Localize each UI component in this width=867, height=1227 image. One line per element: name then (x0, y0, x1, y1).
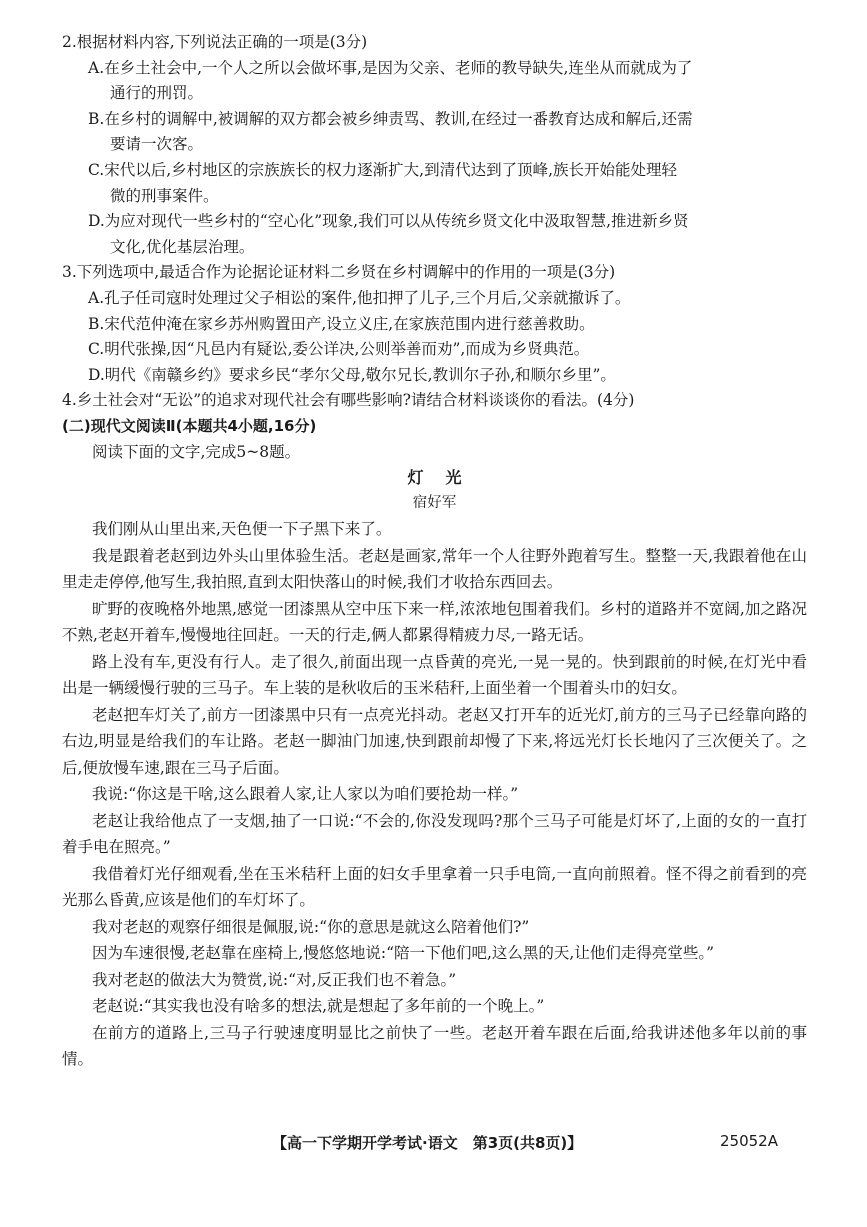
question-2-option-c: C.宋代以后,乡村地区的宗族族长的权力逐渐扩大,到清代达到了顶峰,族长开始能处理轻 (88, 160, 678, 179)
question-2-option-a-cont: 通行的刑罚。 (110, 84, 204, 103)
question-3-option-d: D.明代《南赣乡约》要求乡民“孝尔父母,敬尔兄长,教训尔子孙,和顺尔乡里”。 (88, 365, 616, 384)
story-paragraph: 老赵让我给他点了一支烟,抽了一口说:“不会的,你没发现吗?那个三马子可能是灯坏了,上面的女的一直打着手电在照亮。” (62, 811, 807, 857)
story-paragraph: 旷野的夜晚格外地黑,感觉一团漆黑从空中压下来一样,浓浓地包围着我们。乡村的道路并不宽阔,加之路况不熟,老赵开着车,慢慢地往回赶。一天的行走,俩人都累得精疲力尽,一路无话。 (62, 599, 807, 645)
question-2-option-a: A.在乡土社会中,一个人之所以会做坏事,是因为父亲、老师的教导缺失,连坐从而就成为了 (88, 58, 693, 77)
story-paragraph: 因为车速很慢,老赵靠在座椅上,慢悠悠地说:“陪一下他们吧,这么黑的天,让他们走得亮堂些。” (92, 944, 715, 963)
story-title (62, 465, 807, 491)
story-paragraph: 老赵说:“其实我也没有啥多的想法,就是想起了多年前的一个晚上。” (92, 997, 545, 1016)
story-paragraph: 我对老赵的观察仔细很是佩服,说:“你的意思是就这么陪着他们?” (92, 917, 530, 936)
story-paragraph: 我是跟着老赵到边外头山里体验生活。老赵是画家,常年一个人往野外跑着写生。整整一天,我跟着他在山里走走停停,他写生,我拍照,直到太阳快落山的时候,我们才收拾东西回去。 (62, 546, 807, 592)
question-2-option-b-cont: 要请一次客。 (110, 135, 204, 154)
story-title-right: 光 (445, 468, 462, 488)
question-3-option-c: C.明代张操,因“凡邑内有疑讼,委公详决,公则举善而劝”,而成为乡贤典范。 (88, 340, 590, 359)
story-paragraph: 我对老赵的做法大为赞赏,说:“对,反正我们也不着急。” (92, 970, 457, 989)
story-paragraph: 在前方的道路上,三马子行驶速度明显比之前快了一些。老赵开着车跟在后面,给我讲述他多年以前的事情。 (62, 1023, 807, 1069)
exam-page (62, 30, 807, 1073)
story-paragraph: 我借着灯光仔细观看,坐在玉米秸秆上面的妇女手里拿着一只手电筒,一直向前照着。怪不得之前看到的亮光那么昏黄,应该是他们的车灯坏了。 (62, 864, 807, 910)
story-paragraph: 老赵把车灯关了,前方一团漆黑中只有一点亮光抖动。老赵又打开车的近光灯,前方的三马子已经靠向路的右边,明显是给我们的车让路。老赵一脚油门加速,快到跟前却慢了下来,将远光灯长长地闪了三次便关了。之后,便放慢车速,跟在三马子后面。 (62, 705, 807, 777)
question-4-stem: 4.乡土社会对“无讼”的追求对现代社会有哪些影响?请结合材料谈谈你的看法。(4分) (62, 391, 635, 410)
question-2-option-c-cont: 微的刑事案件。 (110, 186, 219, 205)
question-2-option-b: B.在乡村的调解中,被调解的双方都会被乡绅责骂、教训,在经过一番教育达成和解后,还需 (88, 109, 693, 128)
question-3-stem: 3.下列选项中,最适合作为论据论证材料二乡贤在乡村调解中的作用的一项是(3分) (62, 263, 616, 282)
question-2-option-d-cont: 文化,优化基层治理。 (110, 237, 255, 256)
story-author: 宿好军 (412, 494, 457, 511)
question-3-option-a: A.孔子任司寇时处理过父子相讼的案件,他扣押了儿子,三个月后,父亲就撤诉了。 (88, 288, 631, 307)
page-footer (0, 1128, 867, 1158)
story-paragraph: 路上没有车,更没有行人。走了很久,前面出现一点昏黄的亮光,一晃一晃的。快到跟前的时候,在灯光中看出是一辆缓慢行驶的三马子。车上装的是秋收后的玉米秸秆,上面坐着一个围着头巾的妇女。 (62, 652, 807, 698)
section-heading: (二)现代文阅读Ⅱ(本题共4小题,16分) (62, 416, 317, 435)
question-2-stem: 2.根据材料内容,下列说法正确的一项是(3分) (62, 33, 368, 51)
story-title-left: 灯 (407, 468, 424, 488)
question-2-option-d: D.为应对现代一些乡村的“空心化”现象,我们可以从传统乡贤文化中汲取智慧,推进新乡贤 (88, 212, 689, 231)
story-paragraph: 我说:“你这是干啥,这么跟着人家,让人家以为咱们要抢劫一样。” (92, 785, 519, 804)
footer-exam-info: 【高一下学期开学考试·语文 第3页(共8页)】 (272, 1134, 583, 1152)
section-instruction: 阅读下面的文字,完成5~8题。 (92, 442, 301, 461)
footer-paper-code: 25052A (720, 1132, 778, 1150)
story-paragraph: 我们刚从山里出来,天色便一下子黑下来了。 (92, 520, 392, 539)
question-3-option-b: B.宋代范仲淹在家乡苏州购置田产,设立义庄,在家族范围内进行慈善救助。 (88, 314, 595, 333)
